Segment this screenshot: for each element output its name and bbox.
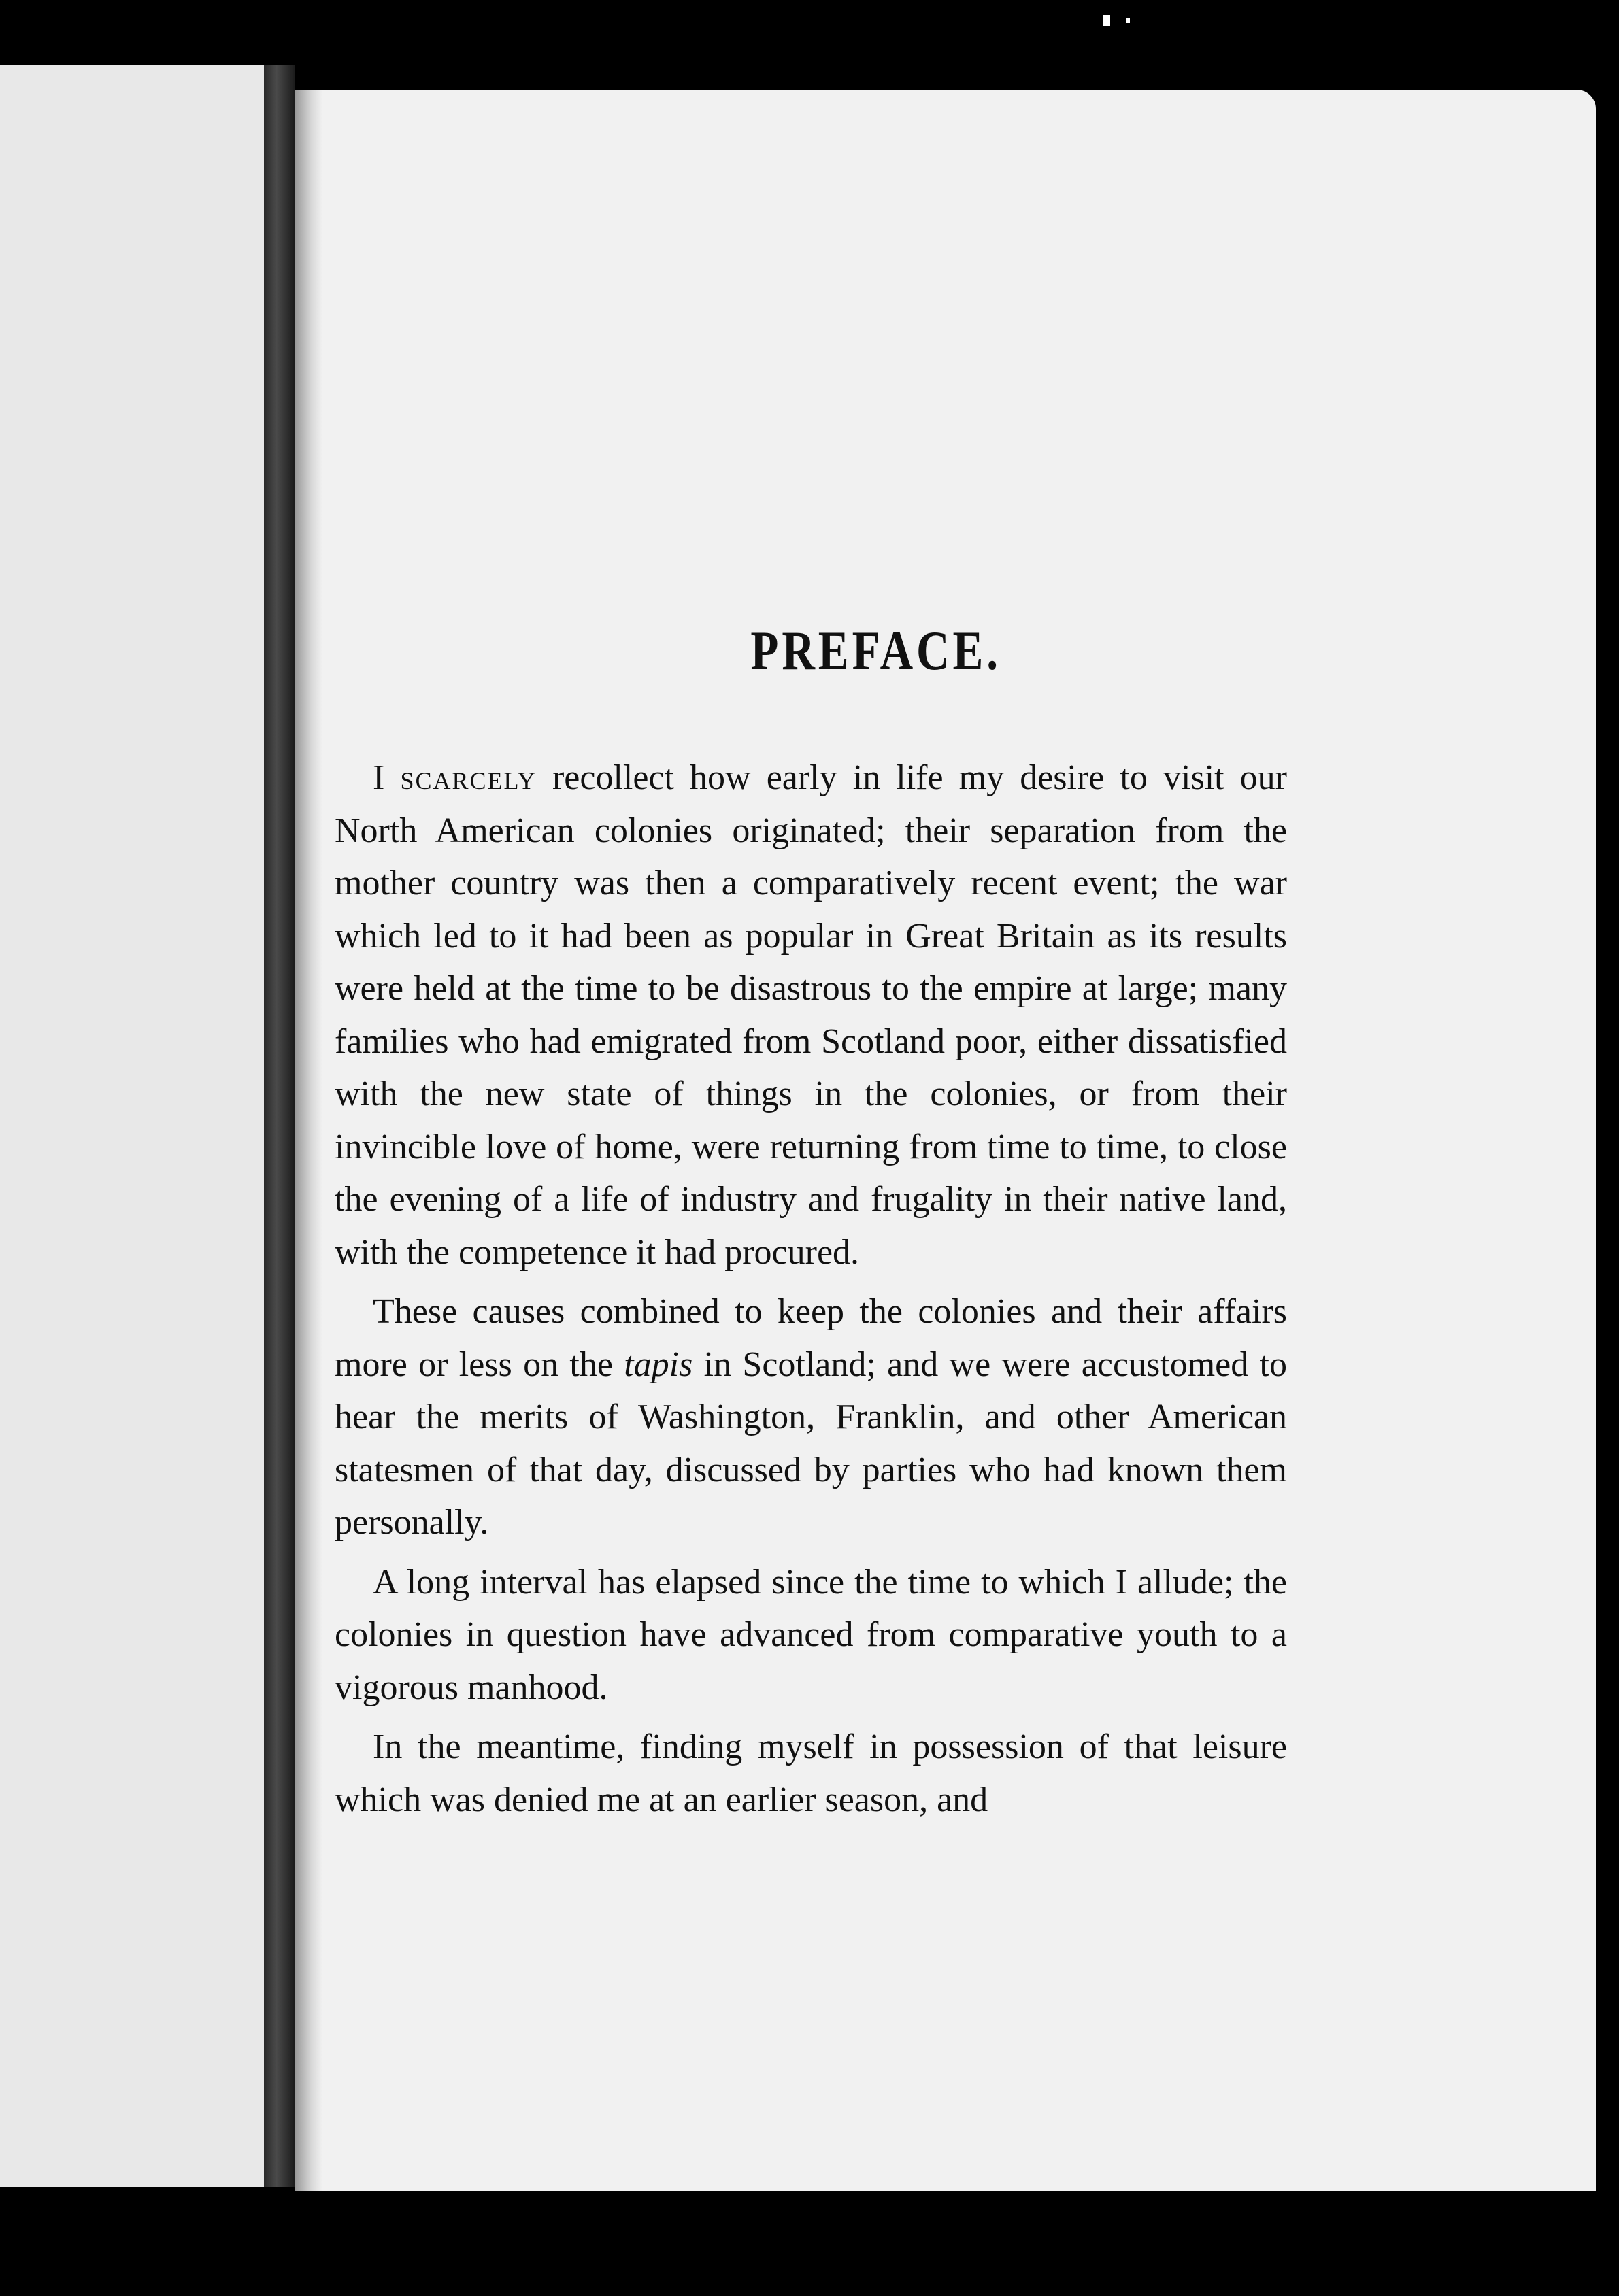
paragraph-2-text-before: These causes combined to keep the colonies and their affairs more or less on the [335,1292,1287,1384]
paragraph-1-lead-in: I [373,758,385,797]
paragraph-4 [335,1721,1287,1826]
facing-page-edge [0,65,272,2187]
page-gutter-shadow [295,90,322,2191]
paragraph-2 [335,1285,1287,1549]
paragraph-1-text: recollect how early in life my desire to visit our North American colonies originated; their separation from the mother country was then a comparatively recent event; the war which led to it had been as popular in Great Britain as its results were held at the time to be disastrous to the empire at large; many families who had emigrated from Scotland poor, either dissatisfied with the new state of things in the colonies, or from their invincible love of home, were returning from time to time, to close the evening of a life of industry and frugality in their native land, with the competence it had procured. [335,758,1287,1272]
paragraph-4-text: In the meantime, finding myself in possession of that leisure which was denied me at an earlier season, and [335,1727,1287,1819]
paragraph-2-italic: tapis [624,1345,693,1384]
paragraph-1 [335,752,1287,1279]
paragraph-2-text-after: in Scotland; and we were accustomed to hear the merits of Washington, Franklin, and other American statesmen of that day, discussed by parties who had known them personally. [335,1345,1288,1542]
paragraph-3-text: A long interval has elapsed since the time to which I allude; the colonies in question have advanced from comparative youth to a vigorous manhood. [335,1562,1287,1707]
page-title: PREFACE. [750,620,1002,681]
preface-body [335,752,1287,1833]
paragraph-3 [335,1556,1287,1715]
book-gutter [264,65,295,2187]
scan-speck [1126,18,1130,23]
scan-speck [1103,15,1110,26]
paragraph-1-small-caps: scarcely [400,758,537,797]
